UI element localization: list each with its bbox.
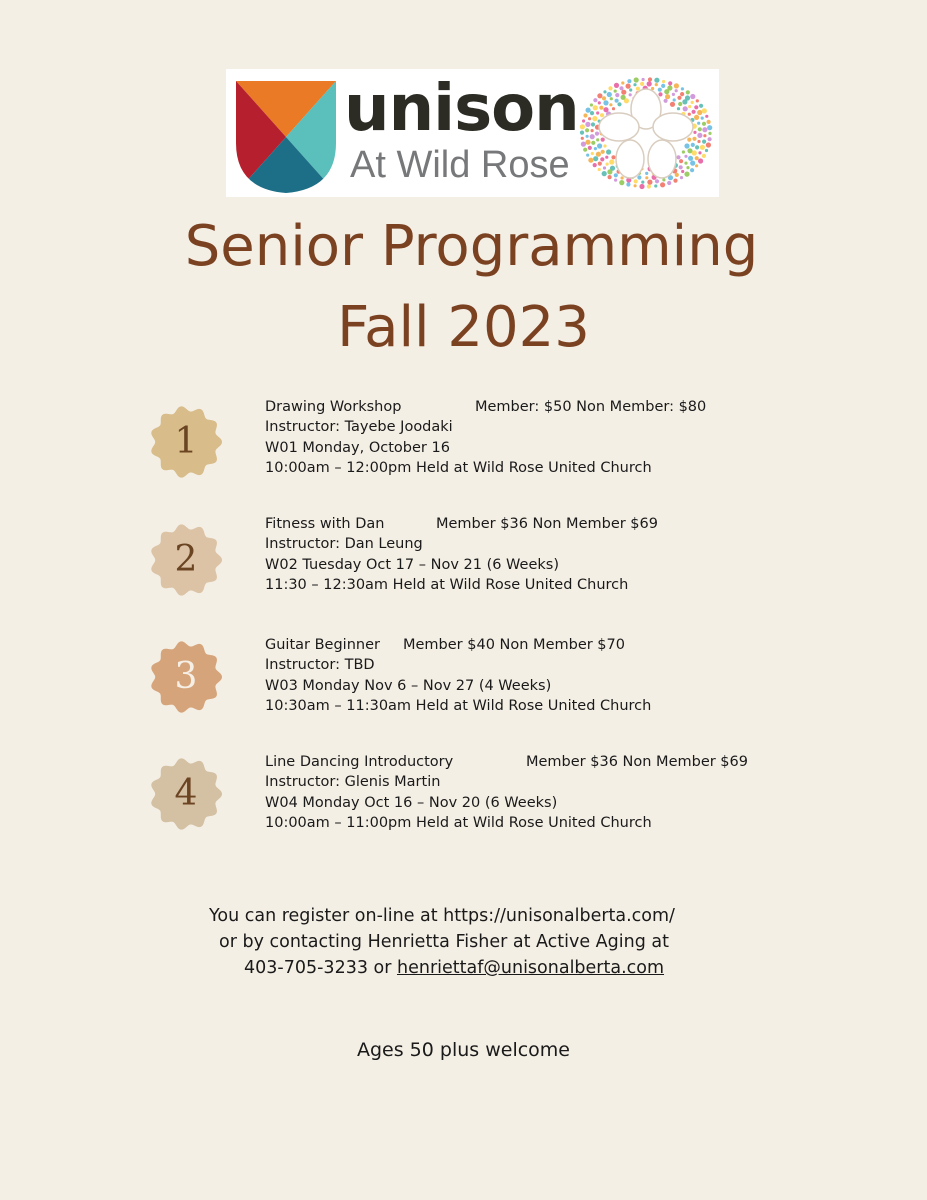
course-name: Guitar Beginner xyxy=(265,637,380,653)
course-name: Fitness with Dan xyxy=(265,516,385,532)
unison-logo xyxy=(226,69,719,197)
course-instructor: Instructor: Tayebe Joodaki xyxy=(265,419,453,436)
contact-person-text: or by contacting Henrietta Fisher at Active Aging at xyxy=(219,932,669,952)
logo-subline: At Wild Rose xyxy=(350,144,570,186)
page-title-line2: Fall 2023 xyxy=(337,295,590,360)
course-number: 4 xyxy=(174,773,198,814)
course-block xyxy=(265,397,825,479)
contact-details xyxy=(244,955,664,981)
course-schedule: W02 Tuesday Oct 17 – Nov 21 (6 Weeks) xyxy=(265,556,559,573)
course-number: 3 xyxy=(174,656,198,697)
course-price: Member: $50 Non Member: $80 xyxy=(475,399,707,415)
course-time-location: 10:00am – 11:00pm Held at Wild Rose United Church xyxy=(265,815,652,832)
course-instructor: Instructor: TBD xyxy=(265,657,375,674)
course-block xyxy=(265,752,825,834)
course-name: Line Dancing Introductory xyxy=(265,754,454,770)
course-schedule: W03 Monday Nov 6 – Nov 27 (4 Weeks) xyxy=(265,677,552,694)
logo-wordmark: unison xyxy=(344,72,579,146)
course-number-badge xyxy=(147,403,225,481)
course-schedule: W01 Monday, October 16 xyxy=(265,439,450,456)
course-number-badge xyxy=(147,638,225,716)
course-instructor: Instructor: Glenis Martin xyxy=(265,774,441,791)
flower-dots-icon xyxy=(578,75,714,191)
course-instructor: Instructor: Dan Leung xyxy=(265,536,423,553)
register-online-text: You can register on-line at https://unisonalberta.com/ xyxy=(209,906,675,926)
page-title-line1: Senior Programming xyxy=(184,214,759,279)
course-number-badge xyxy=(147,755,225,833)
course-number: 1 xyxy=(174,421,198,462)
course-time-location: 11:30 – 12:30am Held at Wild Rose United Church xyxy=(265,577,629,594)
email-link[interactable]: henriettaf@unisonalberta.com xyxy=(397,958,665,978)
course-price: Member $36 Non Member $69 xyxy=(436,516,658,532)
course-block xyxy=(265,514,825,596)
course-name: Drawing Workshop xyxy=(265,399,402,415)
course-number-badge xyxy=(147,521,225,599)
ages-welcome-text: Ages 50 plus welcome xyxy=(357,1039,570,1061)
course-block xyxy=(265,635,825,717)
phone-number: 403-705-3233 or xyxy=(244,958,397,978)
unison-shield-icon xyxy=(236,81,336,193)
course-number: 2 xyxy=(174,539,198,580)
course-time-location: 10:00am – 12:00pm Held at Wild Rose United Church xyxy=(265,460,652,477)
course-price: Member $36 Non Member $69 xyxy=(526,754,748,770)
course-price: Member $40 Non Member $70 xyxy=(403,637,625,653)
course-time-location: 10:30am – 11:30am Held at Wild Rose United Church xyxy=(265,698,652,715)
course-schedule: W04 Monday Oct 16 – Nov 20 (6 Weeks) xyxy=(265,794,558,811)
